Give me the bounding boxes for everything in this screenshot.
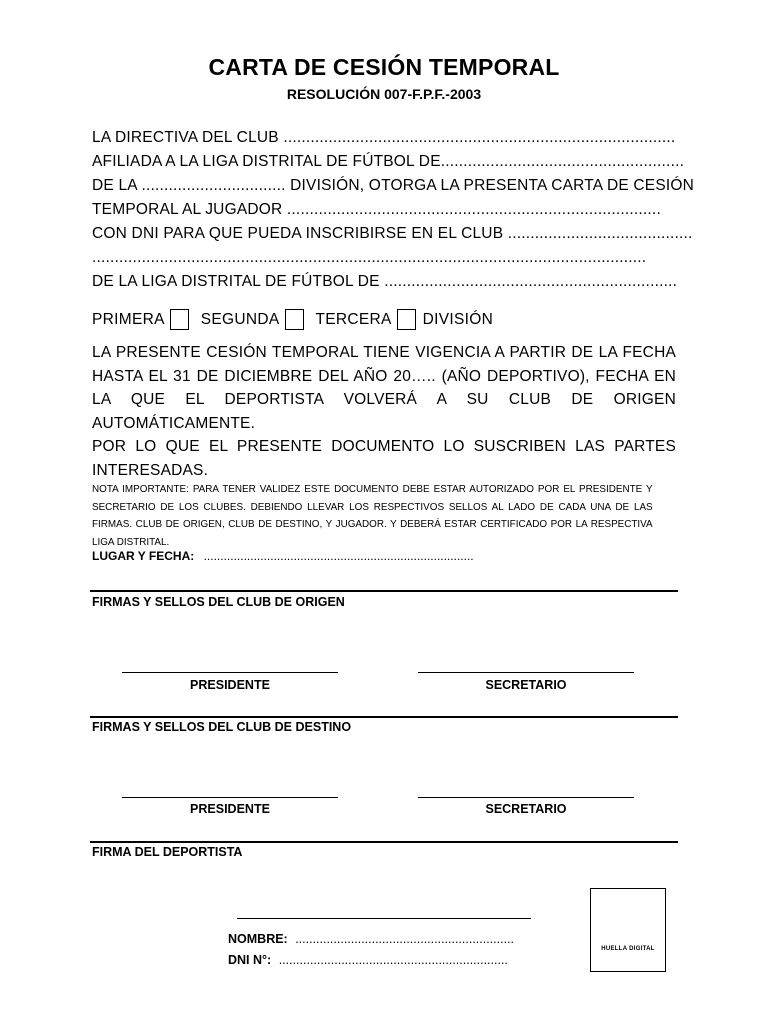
- division-segunda-checkbox[interactable]: [285, 309, 304, 330]
- origin-section-heading: FIRMAS Y SELLOS DEL CLUB DE ORIGEN: [92, 595, 345, 609]
- athlete-name-label: NOMBRE:: [228, 932, 288, 946]
- body-line-player: TEMPORAL AL JUGADOR ...................................................................................: [92, 201, 661, 218]
- athlete-dni-label: DNI N°:: [228, 953, 272, 967]
- document-title: CARTA DE CESIÓN TEMPORAL: [208, 54, 560, 80]
- body-line-dni: CON DNI PARA QUE PUEDA INSCRIBIRSE EN EL CLUB .........................................: [92, 225, 693, 242]
- place-date-dots: .................................................................................: [203, 549, 474, 563]
- origin-president-label: PRESIDENTE: [190, 678, 270, 692]
- validity-paragraph: [92, 341, 676, 482]
- division-primera-checkbox[interactable]: [170, 309, 189, 330]
- body-line-division: DE LA ................................ DIVISIÓN, OTORGA LA PRESENTA CARTA DE CESIÓN: [92, 177, 695, 194]
- body-line-club: LA DIRECTIVA DEL CLUB .......................................................................................: [92, 129, 676, 146]
- athlete-name-field: [228, 932, 514, 946]
- athlete-section-heading: FIRMA DEL DEPORTISTA: [92, 845, 243, 859]
- destination-secretary-label: SECRETARIO: [485, 802, 567, 816]
- destination-president-signature-line: [122, 797, 338, 798]
- athlete-dni-field: [228, 953, 508, 967]
- origin-secretary-label: SECRETARIO: [485, 678, 567, 692]
- athlete-section-rule: [90, 841, 678, 843]
- body-line-blank: ...........................................................................................................................: [92, 249, 647, 266]
- division-tercera-label: TERCERA: [315, 310, 392, 328]
- fingerprint-box: [590, 888, 666, 972]
- signing-text: POR LO QUE EL PRESENTE DOCUMENTO LO SUSCRIBEN LAS PARTES INTERESADAS.: [92, 438, 676, 479]
- division-primera-label: PRIMERA: [92, 310, 165, 328]
- body-line-league: AFILIADA A LA LIGA DISTRITAL DE FÚTBOL DE......................................................: [92, 153, 685, 170]
- origin-secretary-signature-line: [418, 672, 634, 673]
- origin-president-signature-line: [122, 672, 338, 673]
- athlete-name-dots: ...............................................................: [295, 932, 514, 946]
- origin-section-rule: [90, 590, 678, 592]
- division-suffix-label: DIVISIÓN: [422, 310, 494, 328]
- fingerprint-label: HUELLA DIGITAL: [601, 946, 655, 952]
- athlete-signature-line: [237, 918, 531, 919]
- athlete-dni-dots: ..................................................................: [278, 953, 508, 967]
- destination-secretary-signature-line: [418, 797, 634, 798]
- body-line-league-destination: DE LA LIGA DISTRITAL DE FÚTBOL DE .................................................................: [92, 273, 678, 290]
- division-checkbox-row: [92, 309, 493, 330]
- destination-president-label: PRESIDENTE: [190, 802, 270, 816]
- validity-text: LA PRESENTE CESIÓN TEMPORAL TIENE VIGENCIA A PARTIR DE LA FECHA HASTA EL 31 DE DICIEMBRE DEL AÑO 20….. (AÑO DEPORTIVO), FECHA EN LA QUE EL DEPORTISTA VOLVERÁ A SU CLUB DE ORIGEN AUTOMÁTICAMENTE.: [92, 344, 676, 432]
- important-note: NOTA IMPORTANTE: PARA TENER VALIDEZ ESTE DOCUMENTO DEBE ESTAR AUTORIZADO POR EL PRESIDENTE Y SECRETARIO DE LOS CLUBES. DEBIENDO LLEVAR LOS RESPECTIVOS SELLOS AL LADO DE CADA UNA DE LAS FIRMAS. CLUB DE ORIGEN, CLUB DE DESTINO, Y JUGADOR. Y DEBERÁ ESTAR CERTIFICADO POR LA RESPECTIVA LIGA DISTRITAL.: [92, 484, 653, 548]
- destination-section-rule: [90, 716, 678, 718]
- place-date-label: LUGAR Y FECHA:: [92, 549, 195, 563]
- place-date-field: [92, 549, 474, 563]
- division-tercera-checkbox[interactable]: [397, 309, 416, 330]
- destination-section-heading: FIRMAS Y SELLOS DEL CLUB DE DESTINO: [92, 720, 352, 734]
- resolution-number: RESOLUCIÓN 007-F.P.F.-2003: [286, 86, 482, 102]
- division-segunda-label: SEGUNDA: [200, 310, 280, 328]
